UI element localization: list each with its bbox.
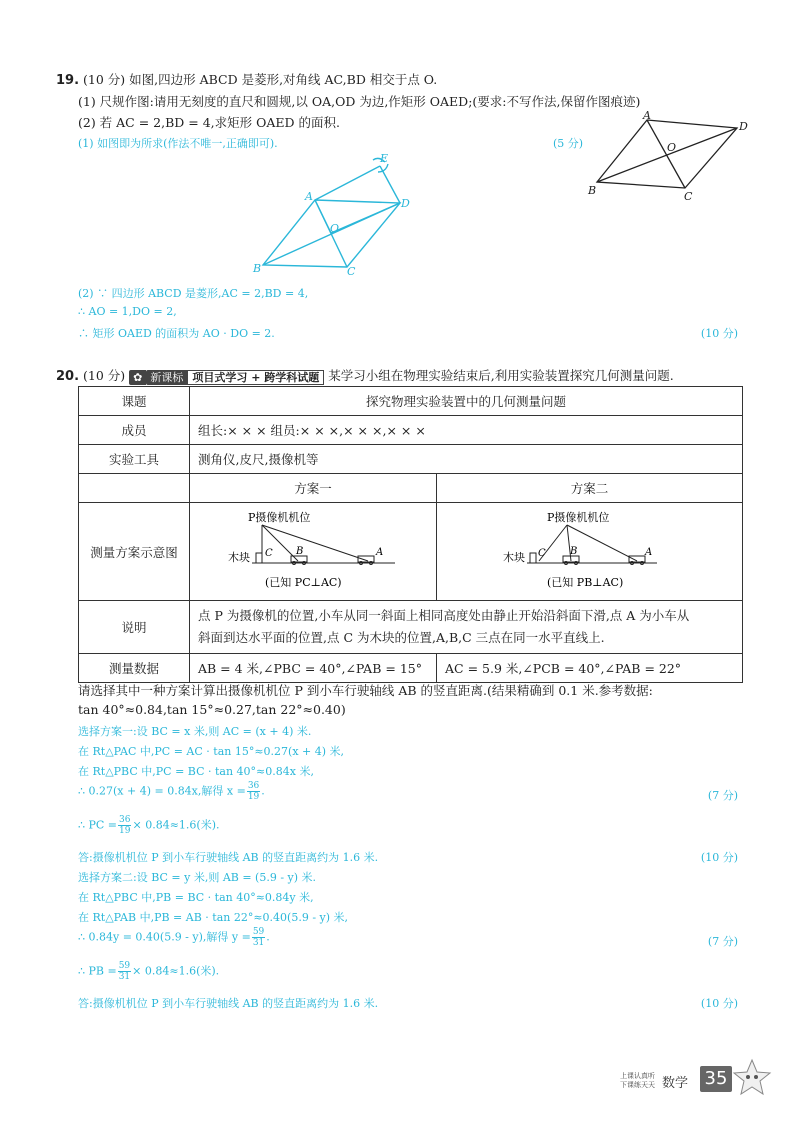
solution1-score-10: (10 分): [700, 851, 738, 864]
c-label-a: A: [305, 190, 313, 203]
experiment-table: [78, 386, 743, 683]
solution2-line5: ∴ PB = $\frac{59}{31}$ × 0.84≈1.6(米).: [78, 961, 220, 982]
tag-label-1: 新课标: [146, 370, 187, 385]
label-c: C: [684, 190, 693, 203]
q19-answer2-score: (10 分): [700, 327, 738, 340]
c-label-e: E: [380, 152, 389, 165]
svg-text:C: C: [538, 548, 546, 559]
plan2-diagram: [437, 503, 737, 597]
plan2-header: 方案二: [437, 474, 743, 503]
footer-subject: 数学: [662, 1076, 689, 1091]
star-icon: ✿: [129, 370, 146, 385]
q19-answer1-score: (5 分): [553, 137, 584, 150]
plan2-camera-label: P摄像机机位: [547, 511, 610, 524]
mascot-star-icon: [732, 1058, 772, 1098]
plan1-header: 方案一: [190, 474, 437, 503]
plan1-caption: (已知 PC⊥AC): [265, 576, 342, 589]
rect-side-ae: [315, 166, 380, 200]
solution1-answer: 答:摄像机机位 P 到小车行驶轴线 AB 的竖直距离约为 1.6 米.: [78, 851, 379, 864]
svg-text:A: A: [645, 547, 653, 558]
row-value-topic: 探究物理实验装置中的几何测量问题: [190, 387, 743, 416]
row-label-data: 测量数据: [79, 654, 190, 683]
construction-figure: [250, 150, 415, 275]
q19-answer2-line2: ∴ AO = 1,DO = 2,: [78, 305, 177, 318]
plan2-caption: (已知 PB⊥AC): [547, 576, 624, 589]
label-o: O: [667, 141, 677, 154]
c-label-b: B: [253, 262, 262, 275]
c-label-c: C: [347, 265, 356, 275]
table-row: [79, 503, 743, 601]
table-row: [79, 474, 743, 503]
solution1-line2: 在 Rt△PAC 中,PC = AC · tan 15°≈0.27(x + 4) 米,: [78, 745, 345, 758]
plan2-block-label: 木块: [503, 551, 525, 564]
table-row: [79, 445, 743, 474]
solution2-line2: 在 Rt△PBC 中,PB = BC · tan 40°≈0.84y 米,: [78, 891, 314, 904]
table-row: [79, 387, 743, 416]
solution2-line4: ∴ 0.84y = 0.40(5.9 - y),解得 y = $\frac{59}{31}$ .: [78, 927, 270, 948]
label-d: D: [739, 120, 748, 133]
new-curriculum-tag: [129, 369, 324, 385]
row-value-members: 组长:× × × 组员:× × ×,× × ×,× × ×: [190, 416, 743, 445]
q19-answer1: (1) 如图即为所求(作法不唯一,正确即可).: [78, 137, 278, 150]
row-label-tools: 实验工具: [79, 445, 190, 474]
svg-text:A: A: [376, 547, 384, 558]
footer-slogan: 上课认真听 下课练天天: [620, 1072, 655, 1089]
plan2-diagram-cell: [437, 503, 743, 601]
notes-line-2: 斜面到达水平面的位置,点 C 为木块的位置,A,B,C 三点在同一水平直线上.: [198, 630, 605, 645]
q20-intro: 某学习小组在物理实验结束后,利用实验装置探究几何测量问题.: [328, 368, 674, 383]
c-label-o: O: [330, 222, 340, 235]
q19-part1: (1) 尺规作图:请用无刻度的直尺和圆规,以 OA,OD 为边,作矩形 OAED;(要求:不写作法,保留作图痕迹): [78, 94, 641, 109]
plan2-data: AC = 5.9 米,∠PCB = 40°,∠PAB = 22°: [437, 654, 743, 683]
row-label-diagram: 测量方案示意图: [79, 503, 190, 601]
wood-block: [256, 553, 262, 563]
plan1-camera-label: P摄像机机位: [248, 511, 311, 524]
solution1-score-7: (7 分): [707, 789, 738, 802]
row-label-topic: 课题: [79, 387, 190, 416]
q19-number: 19.: [56, 73, 80, 88]
solution2-answer: 答:摄像机机位 P 到小车行驶轴线 AB 的竖直距离约为 1.6 米.: [78, 997, 379, 1010]
q20-header: [56, 366, 674, 385]
notes-line-1: 点 P 为摄像机的位置,小车从同一斜面上相同高度处由静止开始沿斜面下滑,点 A 为小车从: [198, 608, 690, 623]
q19-header-text: (10 分) 如图,四边形 ABCD 是菱形,对角线 AC,BD 相交于点 O.: [83, 72, 438, 87]
q20-number: 20.: [56, 369, 80, 384]
tag-label-2: 项目式学习 + 跨学科试题: [187, 370, 324, 385]
solution2-score-7: (7 分): [707, 935, 738, 948]
plan1-diagram-cell: [190, 503, 437, 601]
arc-mark-2: [378, 164, 388, 172]
table-row: [79, 654, 743, 683]
wood-block-2: [530, 553, 536, 563]
table-row: [79, 416, 743, 445]
row-label-notes: 说明: [79, 601, 190, 654]
label-a: A: [643, 110, 651, 122]
plan1-block-label: 木块: [228, 551, 250, 564]
solution2-line3: 在 Rt△PAB 中,PB = AB · tan 22°≈0.40(5.9 - y) 米,: [78, 911, 349, 924]
solution2-score-10: (10 分): [700, 997, 738, 1010]
rhombus-outline: [597, 120, 737, 188]
q20-question-line1: 请选择其中一种方案计算出摄像机机位 P 到小车行驶轴线 AB 的竖直距离.(结果精确到 0.1 米.参考数据:: [78, 683, 653, 698]
q20-question-line2: tan 40°≈0.84,tan 15°≈0.27,tan 22°≈0.40): [78, 702, 346, 717]
q19-answer2-line3: ∴ 矩形 OAED 的面积为 AO · DO = 2.: [78, 327, 275, 340]
solution2-line1: 选择方案二:设 BC = y 米,则 AB = (5.9 - y) 米.: [78, 871, 317, 884]
c-label-d: D: [401, 197, 410, 210]
plan1-data: AB = 4 米,∠PBC = 40°,∠PAB = 15°: [190, 654, 437, 683]
page-number: 35: [700, 1066, 732, 1092]
q19-part2: (2) 若 AC = 2,BD = 4,求矩形 OAED 的面积.: [78, 115, 340, 130]
plan1-diagram: [190, 503, 436, 597]
solution1-line4: ∴ 0.27(x + 4) = 0.84x,解得 x = $\frac{36}{19}$ .: [78, 781, 265, 802]
solution1-line5: ∴ PC = $\frac{36}{19}$ × 0.84≈1.6(米).: [78, 815, 220, 836]
q19-header: [56, 70, 438, 88]
q19-answer2-line1: (2) ∵ 四边形 ABCD 是菱形,AC = 2,BD = 4,: [78, 287, 309, 300]
diagonal-ac: [647, 120, 685, 188]
label-b: B: [588, 184, 597, 197]
solution1-line1: 选择方案一:设 BC = x 米,则 AC = (x + 4) 米.: [78, 725, 312, 738]
rhombus-figure: [585, 110, 750, 205]
solution1-line3: 在 Rt△PBC 中,PC = BC · tan 40°≈0.84x 米,: [78, 765, 314, 778]
row-value-tools: 测角仪,皮尺,摄像机等: [190, 445, 743, 474]
q20-points: (10 分): [83, 368, 126, 383]
svg-text:B: B: [296, 546, 304, 557]
svg-text:C: C: [265, 548, 273, 559]
row-label-members: 成员: [79, 416, 190, 445]
table-row: [79, 601, 743, 654]
row-value-notes: [190, 601, 743, 654]
svg-text:B: B: [570, 546, 578, 557]
